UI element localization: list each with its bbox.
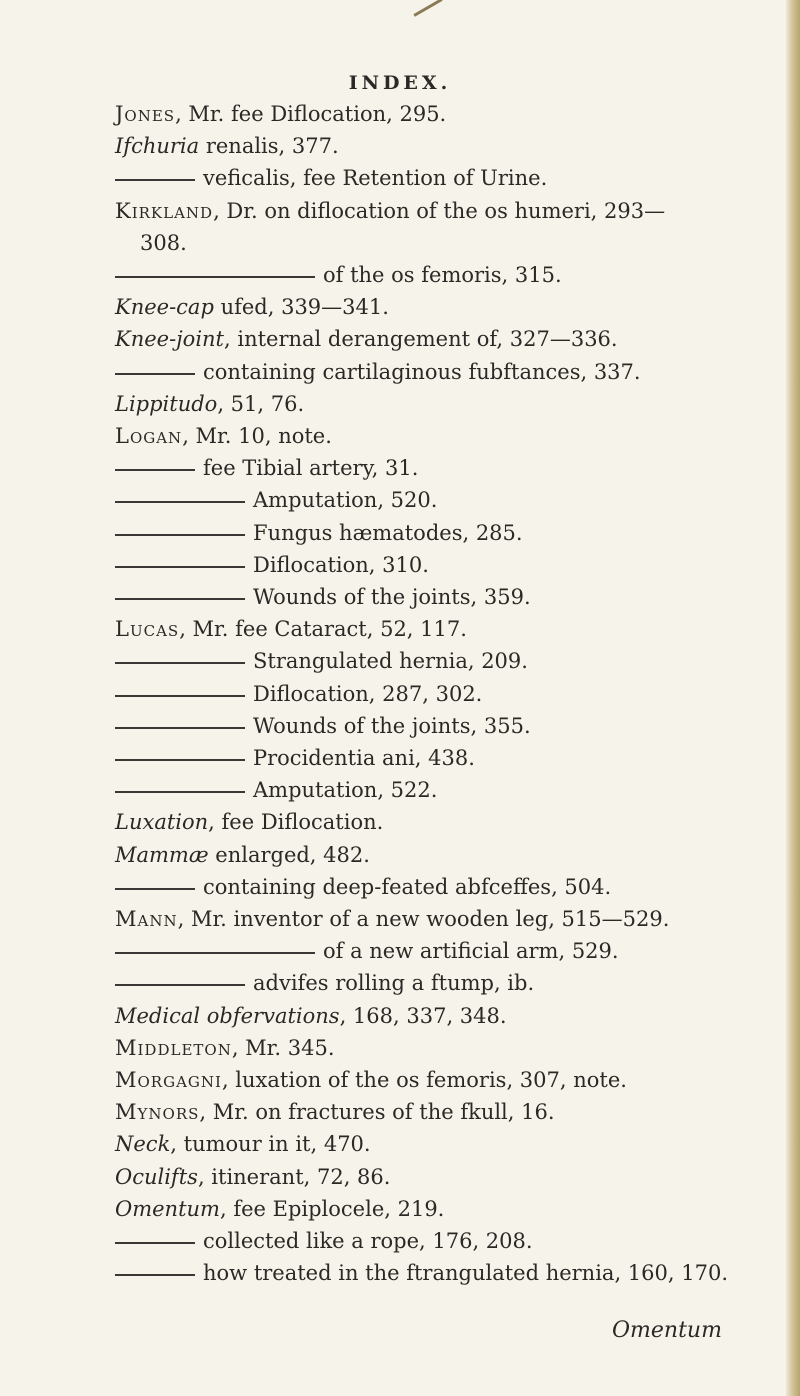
entry-text: fee Tibial artery, 31. (203, 456, 419, 480)
index-entry (115, 104, 446, 125)
ditto-dash (115, 1242, 195, 1244)
ditto-dash (115, 1274, 195, 1276)
ditto-dash (115, 598, 245, 600)
index-entry (115, 297, 389, 318)
ditto-dash (115, 276, 315, 278)
index-entry (115, 490, 437, 511)
entry-heading: Omentum (115, 1197, 220, 1221)
index-entry (115, 1263, 728, 1284)
entry-text: Wounds of the joints, 359. (253, 585, 531, 609)
ditto-dash (115, 952, 315, 954)
ditto-dash (115, 727, 245, 729)
entry-heading: Neck (115, 1132, 171, 1156)
index-entry (115, 362, 641, 383)
index-entry (115, 1134, 371, 1155)
entry-text: , fee Diflocation. (208, 810, 384, 834)
index-entry (115, 555, 429, 576)
ditto-dash (115, 566, 245, 568)
entry-text: , internal derangement of, 327—336. (224, 327, 618, 351)
ditto-dash (115, 791, 245, 793)
ditto-dash (115, 534, 245, 536)
entry-heading: Morgagni (115, 1068, 222, 1092)
index-entry (115, 1006, 507, 1027)
entry-text: , 168, 337, 348. (339, 1004, 507, 1028)
index-entry (115, 909, 669, 930)
index-entry (115, 1199, 444, 1220)
entry-text: Strangulated hernia, 209. (253, 649, 528, 673)
index-entry (140, 233, 187, 254)
entry-text: Diflocation, 287, 302. (253, 682, 483, 706)
page-header: INDEX. (348, 72, 452, 94)
ditto-dash (115, 759, 245, 761)
entry-heading: Kirkland (115, 199, 214, 223)
ink-mark (413, 0, 442, 17)
entry-text: Wounds of the joints, 355. (253, 714, 531, 738)
entry-text: 308. (140, 231, 187, 255)
ditto-dash (115, 179, 195, 181)
entry-heading: Medical obfervations (115, 1004, 340, 1028)
entry-text: Diflocation, 310. (253, 553, 429, 577)
entry-text: enlarged, 482. (208, 843, 370, 867)
entry-text: , Mr. 345. (231, 1036, 335, 1060)
index-entry (115, 201, 665, 222)
entry-heading: Mammæ (115, 843, 209, 867)
ditto-dash (115, 469, 195, 471)
entry-text: , tumour in it, 470. (170, 1132, 371, 1156)
index-entry (115, 168, 547, 189)
entry-text: Amputation, 520. (253, 488, 438, 512)
ditto-dash (115, 984, 245, 986)
entry-heading: Mann (115, 907, 178, 931)
entry-heading: Knee-joint (115, 327, 224, 351)
ditto-dash (115, 888, 195, 890)
entry-heading: Middleton (115, 1036, 232, 1060)
index-entry (115, 619, 467, 640)
entry-text: of a new artificial arm, 529. (323, 939, 619, 963)
entry-text: , Mr. 10, note. (182, 424, 332, 448)
entry-heading: Logan (115, 424, 183, 448)
entry-text: , Mr. inventor of a new wooden leg, 515—529. (177, 907, 670, 931)
catchword: Omentum (612, 1318, 722, 1343)
entry-text: renalis, 377. (199, 134, 339, 158)
index-entry (115, 523, 523, 544)
ditto-dash (115, 695, 245, 697)
entry-text: Procidentia ani, 438. (253, 746, 475, 770)
ditto-dash (115, 501, 245, 503)
index-entry (115, 1167, 390, 1188)
index-entry (115, 812, 383, 833)
entry-text: veficalis, fee Retention of Urine. (203, 166, 548, 190)
index-entry (115, 329, 618, 350)
index-entry (115, 1231, 533, 1252)
entry-heading: Knee-cap (115, 295, 214, 319)
entry-text: , Mr. fee Diflocation, 295. (175, 102, 447, 126)
entry-text: ufed, 339—341. (213, 295, 389, 319)
index-entry (115, 394, 304, 415)
entry-text: , Mr. fee Cataract, 52, 117. (179, 617, 467, 641)
entry-heading: Lippitudo (115, 392, 218, 416)
entry-text: , luxation of the os femoris, 307, note. (221, 1068, 627, 1092)
entry-heading: Lucas (115, 617, 180, 641)
ditto-dash (115, 373, 195, 375)
index-entry (115, 136, 339, 157)
entry-text: , fee Epiplocele, 219. (219, 1197, 445, 1221)
entry-text: containing cartilaginous fubftances, 337. (203, 360, 641, 384)
entry-text: how treated in the ftrangulated hernia, 160, 170. (203, 1261, 728, 1285)
index-entry (115, 1070, 627, 1091)
entry-heading: Jones (115, 102, 176, 126)
index-entry (115, 587, 531, 608)
entry-text: advifes rolling a ftump, ib. (253, 971, 535, 995)
index-entry (115, 973, 534, 994)
entry-text: Fungus hæmatodes, 285. (253, 521, 523, 545)
index-entry (115, 426, 332, 447)
ditto-dash (115, 662, 245, 664)
entry-text: of the os femoris, 315. (323, 263, 562, 287)
index-entry (115, 684, 482, 705)
index-entry (115, 780, 437, 801)
entry-text: containing deep-feated abfceffes, 504. (203, 875, 612, 899)
index-entry (115, 265, 562, 286)
entry-text: Amputation, 522. (253, 778, 438, 802)
entry-heading: Oculifts (115, 1165, 198, 1189)
entry-text: , itinerant, 72, 86. (197, 1165, 391, 1189)
index-entry (115, 458, 418, 479)
entry-heading: Ifchuria (115, 134, 200, 158)
index-entry (115, 748, 475, 769)
index-entry (115, 1102, 555, 1123)
page-edge (786, 0, 800, 1396)
index-entry (115, 941, 619, 962)
entry-text: , 51, 76. (217, 392, 305, 416)
entry-text: , Mr. on fractures of the fkull, 16. (199, 1100, 555, 1124)
entry-heading: Mynors (115, 1100, 200, 1124)
index-entry (115, 651, 528, 672)
entry-text: collected like a rope, 176, 208. (203, 1229, 533, 1253)
entry-text: , Dr. on diflocation of the os humeri, 293— (213, 199, 666, 223)
index-entry (115, 877, 611, 898)
index-entry (115, 716, 531, 737)
entry-heading: Luxation (115, 810, 209, 834)
index-entry (115, 845, 370, 866)
index-entry (115, 1038, 335, 1059)
